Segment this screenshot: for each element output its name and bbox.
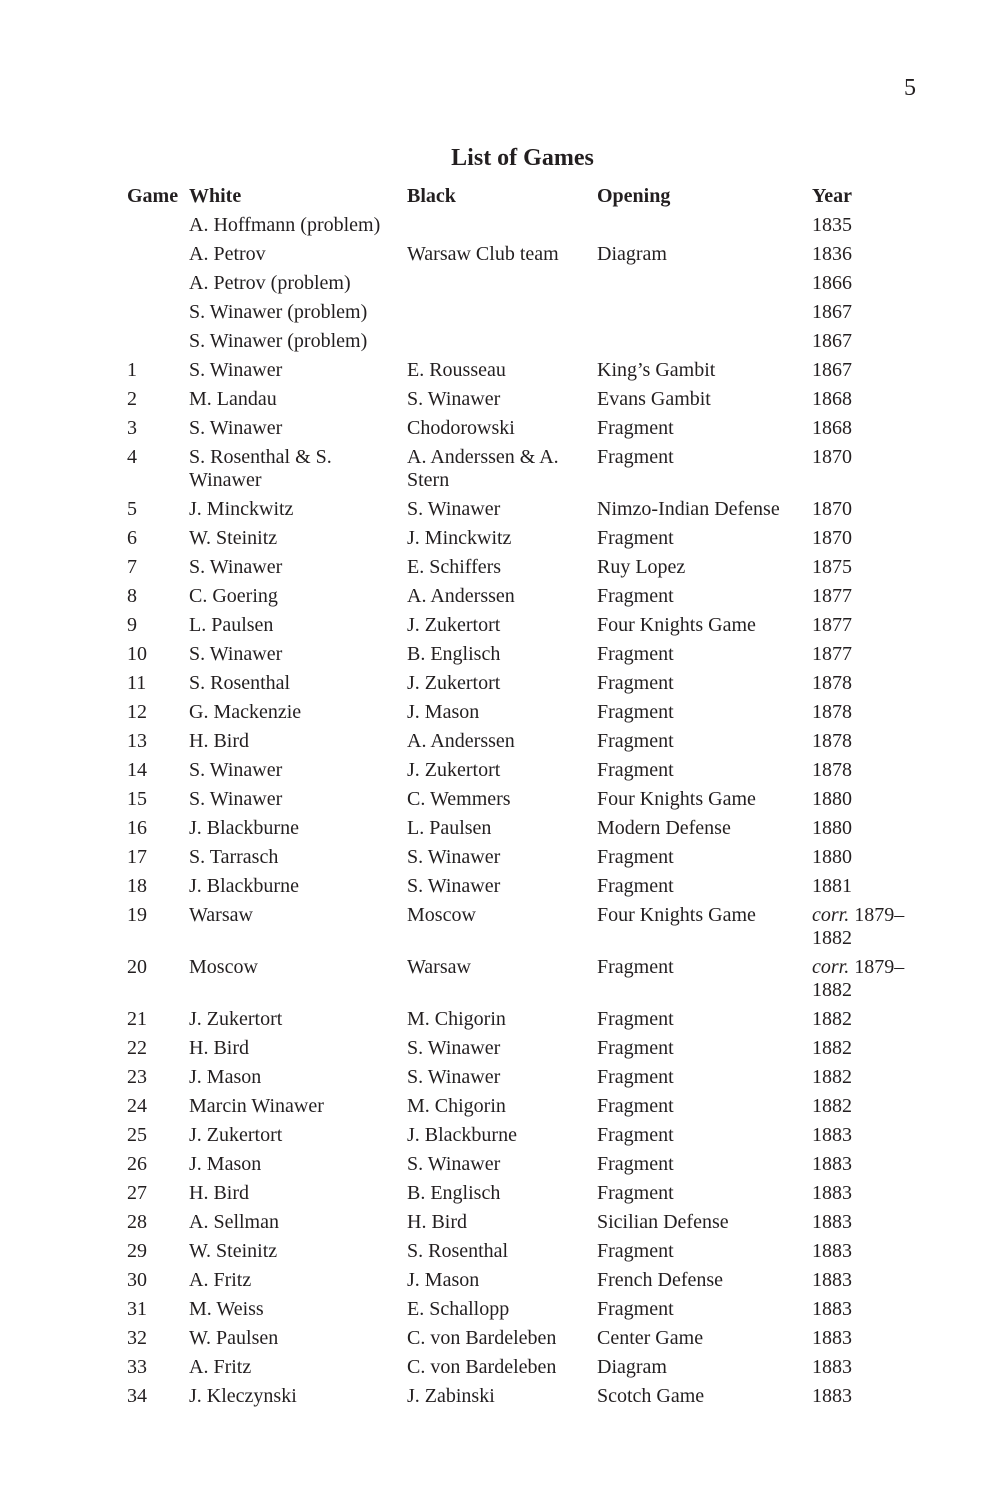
cell-white: S. Winawer (189, 643, 283, 665)
cell-year (812, 1208, 927, 1237)
table-row (127, 1121, 927, 1150)
cell-year (812, 298, 927, 327)
cell-game: 12 (127, 701, 147, 723)
cell-white: S. Rosenthal & S. Winawer (189, 446, 332, 491)
cell-black: J. Mason (407, 701, 480, 723)
cell-opening: Fragment (597, 446, 674, 468)
cell-white: W. Paulsen (189, 1327, 279, 1349)
year-value: 1878 (812, 701, 852, 723)
cell-year (812, 727, 927, 756)
cell-opening: Four Knights Game (597, 788, 756, 810)
table-row (127, 385, 927, 414)
cell-opening (597, 269, 812, 298)
table-header (127, 182, 927, 211)
cell-opening: Fragment (597, 643, 674, 665)
year-value: 1880 (812, 846, 852, 868)
cell-white: S. Winawer (189, 417, 283, 439)
cell-black: Warsaw (407, 956, 471, 978)
cell-year (812, 669, 927, 698)
header-year: Year (812, 185, 852, 207)
cell-year (812, 443, 927, 495)
year-value: 1835 (812, 214, 852, 236)
cell-year (812, 1237, 927, 1266)
cell-opening: Fragment (597, 956, 674, 978)
year-value: 1879–1882 (812, 904, 905, 949)
cell-opening (597, 211, 812, 240)
cell-game: 2 (127, 388, 137, 410)
cell-black: A. Anderssen (407, 730, 515, 752)
cell-game: 30 (127, 1269, 147, 1291)
table-row (127, 414, 927, 443)
table-row (127, 356, 927, 385)
cell-year (812, 1266, 927, 1295)
table-row (127, 953, 927, 1005)
table-row (127, 495, 927, 524)
year-value: 1870 (812, 498, 852, 520)
cell-game: 22 (127, 1037, 147, 1059)
cell-opening: Nimzo-Indian Defense (597, 498, 780, 520)
cell-opening: Fragment (597, 1153, 674, 1175)
cell-black: B. Englisch (407, 643, 501, 665)
table-row (127, 211, 927, 240)
cell-white: S. Winawer (problem) (189, 301, 368, 323)
year-value: 1880 (812, 817, 852, 839)
cell-white: J. Zukertort (189, 1124, 283, 1146)
cell-opening: Four Knights Game (597, 614, 756, 636)
cell-opening: Evans Gambit (597, 388, 711, 410)
cell-black: J. Blackburne (407, 1124, 517, 1146)
cell-game (127, 269, 189, 298)
cell-white: H. Bird (189, 1182, 249, 1204)
cell-black: E. Schallopp (407, 1298, 510, 1320)
table-row (127, 1005, 927, 1034)
cell-opening: Diagram (597, 1356, 667, 1378)
cell-black: Warsaw Club team (407, 243, 559, 265)
year-value: 1868 (812, 388, 852, 410)
cell-opening: Fragment (597, 701, 674, 723)
cell-white: A. Fritz (189, 1356, 252, 1378)
cell-black: Moscow (407, 904, 476, 926)
table-row (127, 814, 927, 843)
table-body (127, 211, 927, 1411)
page-title: List of Games (451, 145, 594, 171)
cell-black: A. Anderssen (407, 585, 515, 607)
year-value: 1882 (812, 1066, 852, 1088)
cell-year (812, 269, 927, 298)
table-row (127, 669, 927, 698)
header-opening: Opening (597, 185, 671, 207)
table-row (127, 582, 927, 611)
cell-game: 16 (127, 817, 147, 839)
cell-game: 28 (127, 1211, 147, 1233)
cell-white: A. Sellman (189, 1211, 279, 1233)
cell-black: C. Wemmers (407, 788, 511, 810)
cell-white: Marcin Winawer (189, 1095, 324, 1117)
table-row (127, 1382, 927, 1411)
cell-year (812, 553, 927, 582)
header-white: White (189, 185, 242, 207)
cell-black: Chodorowski (407, 417, 515, 439)
cell-black: E. Schiffers (407, 556, 502, 578)
cell-game: 27 (127, 1182, 147, 1204)
cell-black: S. Rosenthal (407, 1240, 509, 1262)
cell-year (812, 414, 927, 443)
cell-opening: French Defense (597, 1269, 724, 1291)
year-value: 1883 (812, 1124, 852, 1146)
cell-opening (597, 298, 812, 327)
cell-game: 31 (127, 1298, 147, 1320)
year-value: 1883 (812, 1211, 852, 1233)
cell-year (812, 872, 927, 901)
cell-game: 10 (127, 643, 147, 665)
cell-black: J. Zukertort (407, 614, 501, 636)
cell-black: C. von Bardeleben (407, 1327, 557, 1349)
header-row (127, 182, 927, 211)
cell-year (812, 953, 927, 1005)
year-value: 1870 (812, 446, 852, 468)
table-row (127, 1266, 927, 1295)
table-row (127, 553, 927, 582)
table-row (127, 727, 927, 756)
table-row (127, 1179, 927, 1208)
cell-opening: Fragment (597, 1095, 674, 1117)
cell-game (127, 240, 189, 269)
cell-year (812, 1150, 927, 1179)
cell-opening: King’s Gambit (597, 359, 716, 381)
cell-white: L. Paulsen (189, 614, 274, 636)
cell-black: S. Winawer (407, 875, 501, 897)
cell-year (812, 1063, 927, 1092)
table-row (127, 1324, 927, 1353)
cell-game: 8 (127, 585, 137, 607)
cell-black: S. Winawer (407, 1037, 501, 1059)
year-value: 1883 (812, 1182, 852, 1204)
table-row (127, 1208, 927, 1237)
cell-black: L. Paulsen (407, 817, 492, 839)
table-row (127, 524, 927, 553)
year-value: 1877 (812, 614, 852, 636)
cell-black: S. Winawer (407, 1153, 501, 1175)
year-value: 1875 (812, 556, 852, 578)
cell-opening: Fragment (597, 875, 674, 897)
cell-white: S. Rosenthal (189, 672, 291, 694)
cell-year (812, 785, 927, 814)
cell-black: J. Minckwitz (407, 527, 512, 549)
cell-year (812, 1353, 927, 1382)
cell-game (127, 211, 189, 240)
cell-opening: Fragment (597, 1008, 674, 1030)
cell-year (812, 495, 927, 524)
cell-year (812, 1092, 927, 1121)
cell-game: 24 (127, 1095, 147, 1117)
table-row (127, 872, 927, 901)
cell-black: J. Zukertort (407, 672, 501, 694)
year-value: 1879–1882 (812, 956, 905, 1001)
cell-black (407, 211, 597, 240)
cell-black: S. Winawer (407, 846, 501, 868)
cell-year (812, 524, 927, 553)
cell-opening: Scotch Game (597, 1385, 705, 1407)
year-value: 1881 (812, 875, 852, 897)
cell-opening: Sicilian Defense (597, 1211, 729, 1233)
year-value: 1880 (812, 788, 852, 810)
cell-black: S. Winawer (407, 498, 501, 520)
cell-game: 32 (127, 1327, 147, 1349)
table-row (127, 269, 927, 298)
year-value: 1882 (812, 1095, 852, 1117)
year-value: 1878 (812, 672, 852, 694)
cell-black: J. Mason (407, 1269, 480, 1291)
cell-year (812, 356, 927, 385)
year-value: 1883 (812, 1153, 852, 1175)
cell-game: 13 (127, 730, 147, 752)
table-row (127, 1034, 927, 1063)
table-row (127, 1150, 927, 1179)
cell-game: 20 (127, 956, 147, 978)
table-row (127, 298, 927, 327)
cell-opening: Center Game (597, 1327, 704, 1349)
year-value: 1883 (812, 1385, 852, 1407)
cell-year (812, 1034, 927, 1063)
cell-white: H. Bird (189, 1037, 249, 1059)
cell-game: 33 (127, 1356, 147, 1378)
cell-year (812, 843, 927, 872)
cell-year (812, 1295, 927, 1324)
cell-black: S. Winawer (407, 1066, 501, 1088)
year-value: 1867 (812, 330, 852, 352)
cell-black: E. Rousseau (407, 359, 506, 381)
cell-year (812, 1005, 927, 1034)
games-table (127, 182, 927, 1411)
cell-game: 21 (127, 1008, 147, 1030)
cell-year (812, 1179, 927, 1208)
cell-game: 23 (127, 1066, 147, 1088)
cell-game (127, 298, 189, 327)
cell-game: 17 (127, 846, 147, 868)
cell-opening: Modern Defense (597, 817, 731, 839)
cell-game: 1 (127, 359, 137, 381)
cell-year (812, 1382, 927, 1411)
table-row (127, 327, 927, 356)
cell-black: A. Anderssen & A. Stern (407, 446, 559, 491)
cell-game: 29 (127, 1240, 147, 1262)
cell-black: B. Englisch (407, 1182, 501, 1204)
cell-white: M. Weiss (189, 1298, 264, 1320)
cell-black: J. Zabinski (407, 1385, 495, 1407)
year-value: 1878 (812, 759, 852, 781)
cell-white: J. Kleczynski (189, 1385, 297, 1407)
cell-opening: Four Knights Game (597, 904, 756, 926)
cell-white: J. Mason (189, 1153, 262, 1175)
cell-white: W. Steinitz (189, 1240, 278, 1262)
cell-white: Moscow (189, 956, 258, 978)
table-row (127, 640, 927, 669)
year-value: 1883 (812, 1269, 852, 1291)
cell-year (812, 582, 927, 611)
cell-white: C. Goering (189, 585, 278, 607)
year-value: 1883 (812, 1327, 852, 1349)
header-black: Black (407, 185, 456, 207)
cell-opening: Fragment (597, 1182, 674, 1204)
cell-white: J. Minckwitz (189, 498, 294, 520)
cell-white: A. Petrov (problem) (189, 272, 351, 294)
cell-game: 11 (127, 672, 147, 694)
cell-white: W. Steinitz (189, 527, 278, 549)
cell-game: 5 (127, 498, 137, 520)
cell-white: H. Bird (189, 730, 249, 752)
cell-opening: Fragment (597, 1298, 674, 1320)
table-row (127, 240, 927, 269)
cell-white: S. Tarrasch (189, 846, 279, 868)
cell-year (812, 211, 927, 240)
cell-white: A. Fritz (189, 1269, 252, 1291)
cell-black (407, 327, 597, 356)
cell-white: G. Mackenzie (189, 701, 302, 723)
cell-year (812, 1121, 927, 1150)
cell-white: J. Blackburne (189, 817, 299, 839)
cell-white: S. Winawer (189, 359, 283, 381)
cell-white: A. Hoffmann (problem) (189, 214, 381, 236)
table-row (127, 901, 927, 953)
cell-game: 9 (127, 614, 137, 636)
cell-opening: Fragment (597, 1240, 674, 1262)
year-value: 1870 (812, 527, 852, 549)
cell-white: S. Winawer (189, 556, 283, 578)
cell-white: J. Blackburne (189, 875, 299, 897)
table-row (127, 785, 927, 814)
year-value: 1836 (812, 243, 852, 265)
cell-year (812, 1324, 927, 1353)
cell-white: J. Mason (189, 1066, 262, 1088)
cell-black: M. Chigorin (407, 1008, 506, 1030)
year-value: 1866 (812, 272, 852, 294)
table-row (127, 443, 927, 495)
cell-year (812, 640, 927, 669)
cell-opening: Fragment (597, 585, 674, 607)
year-value: 1883 (812, 1356, 852, 1378)
cell-opening: Fragment (597, 759, 674, 781)
cell-game: 14 (127, 759, 147, 781)
cell-opening: Fragment (597, 1037, 674, 1059)
table-row (127, 1295, 927, 1324)
cell-opening: Fragment (597, 417, 674, 439)
cell-white: J. Zukertort (189, 1008, 283, 1030)
cell-game: 7 (127, 556, 137, 578)
year-value: 1867 (812, 301, 852, 323)
correspondence-label: corr. (812, 956, 850, 978)
year-value: 1882 (812, 1037, 852, 1059)
year-value: 1868 (812, 417, 852, 439)
cell-game (127, 327, 189, 356)
header-game: Game (127, 185, 179, 207)
table-row (127, 1353, 927, 1382)
cell-white: S. Winawer (189, 788, 283, 810)
cell-game: 6 (127, 527, 137, 549)
cell-game: 25 (127, 1124, 147, 1146)
cell-game: 34 (127, 1385, 147, 1407)
cell-black: H. Bird (407, 1211, 467, 1233)
cell-opening: Diagram (597, 243, 667, 265)
cell-black: J. Zukertort (407, 759, 501, 781)
year-value: 1882 (812, 1008, 852, 1030)
year-value: 1867 (812, 359, 852, 381)
table-row (127, 698, 927, 727)
cell-year (812, 611, 927, 640)
cell-black (407, 269, 597, 298)
table-row (127, 1092, 927, 1121)
cell-year (812, 240, 927, 269)
cell-opening: Fragment (597, 846, 674, 868)
cell-white: A. Petrov (189, 243, 266, 265)
cell-opening: Fragment (597, 1124, 674, 1146)
cell-game: 4 (127, 446, 137, 468)
table-row (127, 611, 927, 640)
cell-year (812, 698, 927, 727)
cell-black: S. Winawer (407, 388, 501, 410)
year-value: 1883 (812, 1298, 852, 1320)
cell-opening: Fragment (597, 1066, 674, 1088)
cell-game: 3 (127, 417, 137, 439)
table-row (127, 1063, 927, 1092)
cell-year (812, 814, 927, 843)
year-value: 1878 (812, 730, 852, 752)
cell-year (812, 901, 927, 953)
year-value: 1877 (812, 585, 852, 607)
cell-year (812, 327, 927, 356)
cell-white: Warsaw (189, 904, 253, 926)
table-row (127, 1237, 927, 1266)
cell-opening: Fragment (597, 527, 674, 549)
cell-game: 19 (127, 904, 147, 926)
cell-year (812, 756, 927, 785)
cell-black (407, 298, 597, 327)
cell-game: 18 (127, 875, 147, 897)
cell-game: 15 (127, 788, 147, 810)
cell-white: S. Winawer (problem) (189, 330, 368, 352)
cell-year (812, 385, 927, 414)
year-value: 1883 (812, 1240, 852, 1262)
cell-white: M. Landau (189, 388, 277, 410)
cell-black: M. Chigorin (407, 1095, 506, 1117)
page-number: 5 (904, 75, 916, 101)
correspondence-label: corr. (812, 904, 850, 926)
cell-opening: Ruy Lopez (597, 556, 686, 578)
cell-opening: Fragment (597, 672, 674, 694)
cell-opening: Fragment (597, 730, 674, 752)
table-row (127, 756, 927, 785)
cell-opening (597, 327, 812, 356)
cell-white: S. Winawer (189, 759, 283, 781)
table-row (127, 843, 927, 872)
cell-game: 26 (127, 1153, 147, 1175)
cell-black: C. von Bardeleben (407, 1356, 557, 1378)
year-value: 1877 (812, 643, 852, 665)
